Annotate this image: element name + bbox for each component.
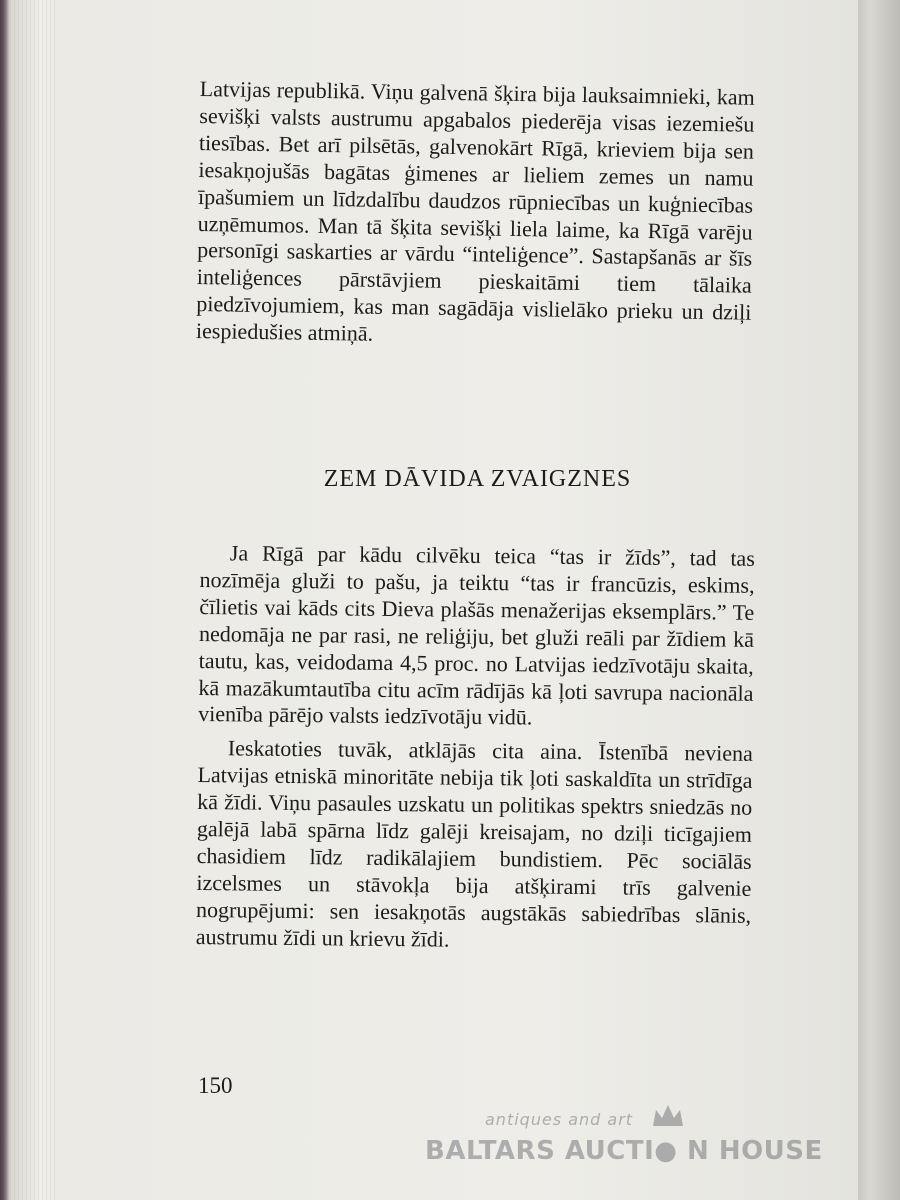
paragraph-2: Ja Rīgā par kādu cilvēku teica “tas ir žīds”, tad tas nozīmēja gluži to pašu, ja teiktu “tas ir francūzis, eskims, čīlietis vai kāds cits Dieva plašās menažerijas eksemplārs.” Te nedomāja ne par rasi, ne reliģiju, bet gluži reāli par žīdiem kā tautu, kas, veidodama 4,5 proc. no Latvijas iedzīvotāju skaita, kā mazākumtautība citu acīm rādījās kā ļoti savrupa nacionāla vienība pārējo valsts iedzīvotāju vidū. [198, 540, 755, 730]
paragraph-top: Latvijas republikā. Viņu galvenā šķira bija lauksaimnieki, kam sevišķi valsts austrumu apgabalos piederēja visas iezemiešu tiesības. Bet arī pilsētās, galvenokārt Rīgā, krieviem bija sen iesakņojušās bagātas ģimenes ar lieliem zemes un namu īpašumiem un līdzdalību daudzos rūpniecības un kuģniecības uzņēmumos. Man tā šķita sevišķi liela laime, ka Rīgā varēju personīgi saskarties ar vārdu “inteliģence”. Sastapšanās ar šīs inteliģences pārstāvjiem pieskaitāmi tiem tālaika piedzīvojumiem, kas man sagādāja vislielāko prieku un dziļi iespiedušies atmiņā. [195, 76, 755, 346]
paragraph-3: Ieskatoties tuvāk, atklājās cita aina. Īstenībā neviena Latvijas etniskā minoritāte nebija tik ļoti saskaldīta un strīdīga kā žīdi. Viņu pasaules uzskatu un politikas spektrs sniedzās no galējā labā spārna līdz galēji kreisajam, no dziļi ticīgajiem chasidiem līdz radikālajiem bundistiem. Pēc sociālās izcelsmes un stāvokļa bija atšķirami trīs galvenie nogrupējumi: sen iesakņotās augstākās sabiedrības slānis, austrumu žīdi un krievu žīdi. [195, 735, 753, 952]
text-block-section [196, 540, 755, 956]
page-number: 150 [198, 1073, 233, 1098]
text-block-top [196, 76, 755, 354]
right-page-shadow [858, 0, 900, 1200]
section-heading: ZEM DĀVIDA ZVAIGZNES [323, 466, 632, 492]
watermark [425, 1108, 825, 1178]
crown-icon [650, 1102, 686, 1130]
page-stack-edges [6, 0, 56, 1200]
watermark-name: BALTARS AUCTI● N HOUSE [425, 1136, 823, 1166]
watermark-tagline: antiques and art [485, 1110, 634, 1129]
